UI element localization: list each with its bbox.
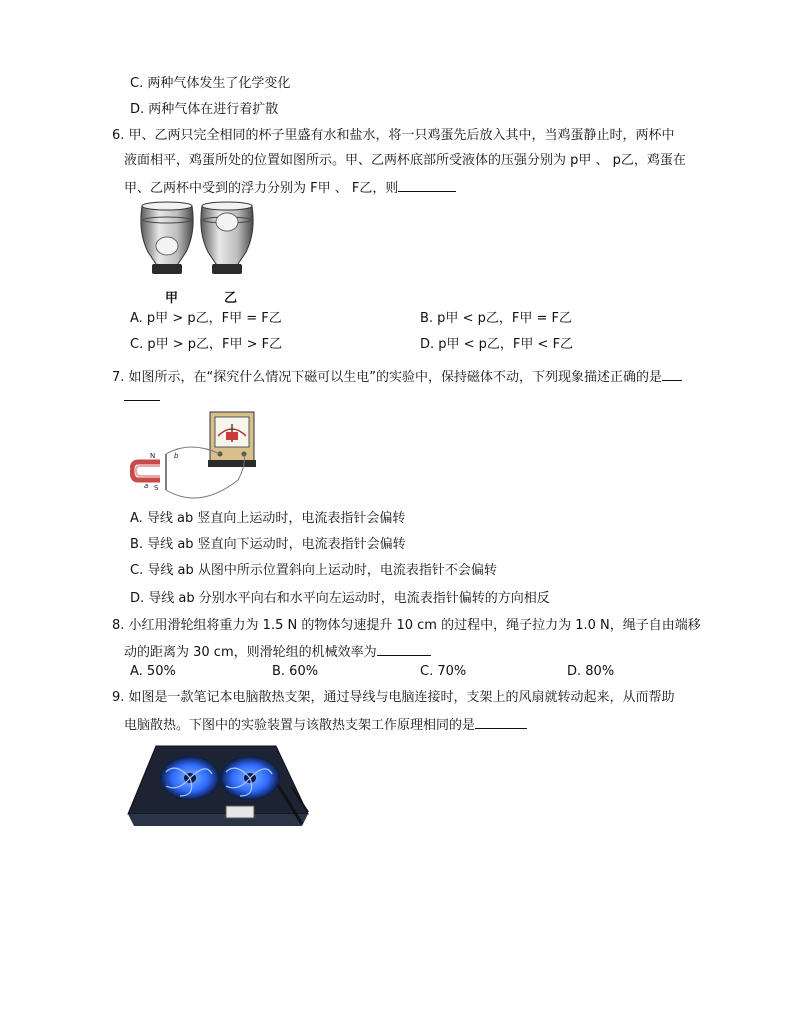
cup-yi [201,202,253,274]
q7-stem-line1 [112,366,682,387]
fan-right-icon [220,756,280,800]
q8-option-c: C. 70% [420,664,467,679]
stand-label-plate [226,806,254,818]
q8-option-a: A. 50% [130,664,176,679]
u-magnet [132,462,160,480]
q9-stem-line2 [124,714,527,735]
q8-stem-line2-text: 动的距离为 30 cm，则滑轮组的机械效率为 [124,645,377,660]
q8-option-b: B. 60% [272,664,319,679]
q6-option-d: D. p甲 < p乙，F甲 < F乙 [420,337,574,352]
q7-answer-blank-part2 [124,386,160,401]
laptop-cooling-stand-figure [126,742,312,838]
q6-stem-line3 [124,177,456,198]
q8-option-d: D. 80% [567,664,615,679]
q6-stem-line1: 6. 甲、乙两只完全相同的杯子里盛有水和盐水，将一只鸡蛋先后放入其中，当鸡蛋静止时，两杯中 [112,128,675,143]
cup-jia [141,202,193,274]
egg-bottom [156,237,178,255]
q7-stem-line2 [124,386,160,407]
q9-stem-line2-text: 电脑散热。下图中的实验装置与该散热支架工作原理相同的是 [124,718,476,733]
q6-option-a: A. p甲 > p乙，F甲 = F乙 [130,311,282,326]
q8-stem-line1: 8. 小红用滑轮组将重力为 1.5 N 的物体匀速提升 10 cm 的过程中，绳子拉力为 1.0 N，绳子自由端移 [112,618,701,633]
fan-left-icon [160,756,220,800]
q6-option-b: B. p甲 < p乙，F甲 = F乙 [420,311,572,326]
egg-floating [216,213,238,231]
induction-experiment-figure [130,410,260,502]
cooling-stand [128,746,308,826]
caption-yi: 乙 [224,291,238,306]
galvanometer [208,412,256,467]
q6-stem-line3-text: 甲、乙两杯中受到的浮力分别为 F甲 、 F乙，则 [124,181,399,196]
q7-answer-blank-part1 [662,366,682,381]
q9-stem-line1: 9. 如图是一款笔记本电脑散热支架，通过导线与电脑连接时，支架上的风扇就转动起来，从而帮助 [112,690,675,705]
q7-stem-text: 7. 如图所示，在“探究什么情况下磁可以生电”的实验中，保持磁体不动，下列现象描述正确的是 [112,370,663,385]
q8-stem-line2 [124,641,431,662]
q7-option-c: C. 导线 ab 从图中所示位置斜向上运动时，电流表指针不会偏转 [130,563,497,578]
label-b: b [174,452,179,460]
q6-answer-blank [398,177,456,192]
q7-option-d: D. 导线 ab 分别水平向右和水平向左运动时，电流表指针偏转的方向相反 [130,591,550,606]
q9-answer-blank [475,714,527,729]
q5-option-d: D. 两种气体在进行着扩散 [130,102,279,117]
label-a: a [144,482,149,490]
q6-option-c: C. p甲 > p乙，F甲 > F乙 [130,337,283,352]
label-n: N [150,452,156,460]
q7-option-a: A. 导线 ab 竖直向上运动时，电流表指针会偏转 [130,511,406,526]
two-cups-figure [134,198,259,286]
caption-jia: 甲 [165,291,179,306]
q5-option-c: C. 两种气体发生了化学变化 [130,76,291,91]
q7-option-b: B. 导线 ab 竖直向下运动时，电流表指针会偏转 [130,537,406,552]
q6-stem-line2: 液面相平，鸡蛋所处的位置如图所示。甲、乙两杯底部所受液体的压强分别为 p甲 、 p乙，鸡蛋在 [124,153,686,168]
label-s: S [154,484,159,492]
q8-answer-blank [377,641,431,656]
